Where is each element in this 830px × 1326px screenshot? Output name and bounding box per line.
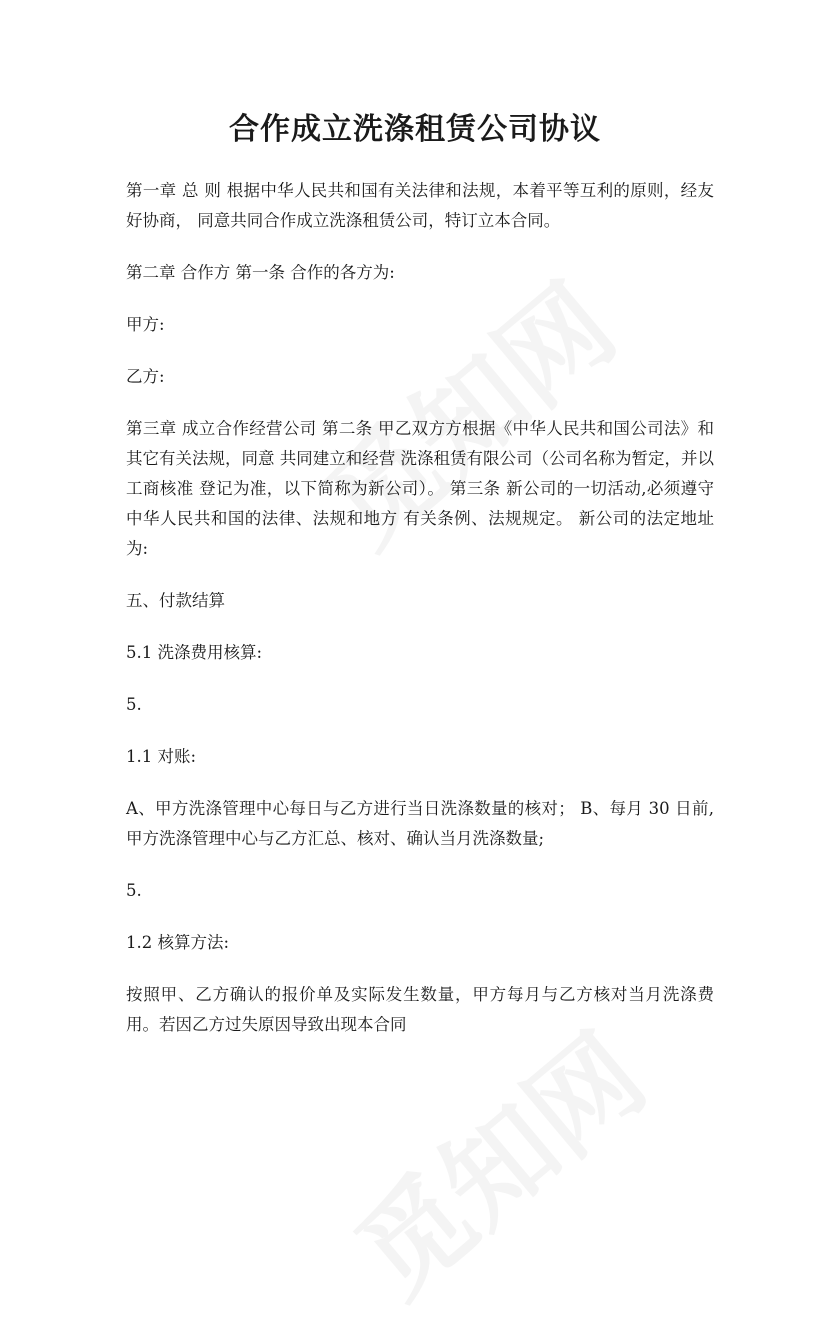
paragraph-chapter-2: 第二章 合作方 第一条 合作的各方为: (126, 263, 395, 282)
paragraph-reconciliation: A、甲方洗涤管理中心每日与乙方进行当日洗涤数量的核对； B、每月 30 日前,甲方洗涤管理中心与乙方汇总、核对、确认当月洗涤数量; (126, 799, 714, 848)
paragraph-5: 5. (126, 695, 142, 714)
document-title: 合作成立洗涤租赁公司协议 (229, 112, 601, 147)
paragraph-accounting: 按照甲、乙方确认的报价单及实际发生数量，甲方每月与乙方核对当月洗涤费用。若因乙方过失原因导致出现本合同 (126, 985, 714, 1034)
paragraph-5-b: 5. (126, 881, 142, 900)
paragraph-1-1: 1.1 对账: (126, 747, 197, 766)
document-body (126, 176, 714, 1062)
paragraph-party-a: 甲方: (126, 315, 165, 334)
paragraph-party-b: 乙方: (126, 367, 165, 386)
paragraph-1-2: 1.2 核算方法: (126, 933, 230, 952)
paragraph-chapter-3: 第三章 成立合作经营公司 第二条 甲乙双方方根据《中华人民共和国公司法》和其它有关法规，同意 共同建立和经营 洗涤租赁有限公司（公司名称为暂定，并以工商核准 登记为准，以下简称为新公司）。 第三条 新公司的一切活动,必须遵守中华人民共和国的法律、法规和地方 有关条例、法规规定。 新公司的法定地址为: (126, 419, 714, 558)
paragraph-chapter-1: 第一章 总 则 根据中华人民共和国有关法律和法规，本着平等互利的原则，经友好协商， 同意共同合作成立洗涤租赁公司，特订立本合同。 (126, 181, 714, 230)
paragraph-section-5: 五、付款结算 (126, 591, 225, 610)
paragraph-5-1: 5.1 洗涤费用核算: (126, 643, 263, 662)
